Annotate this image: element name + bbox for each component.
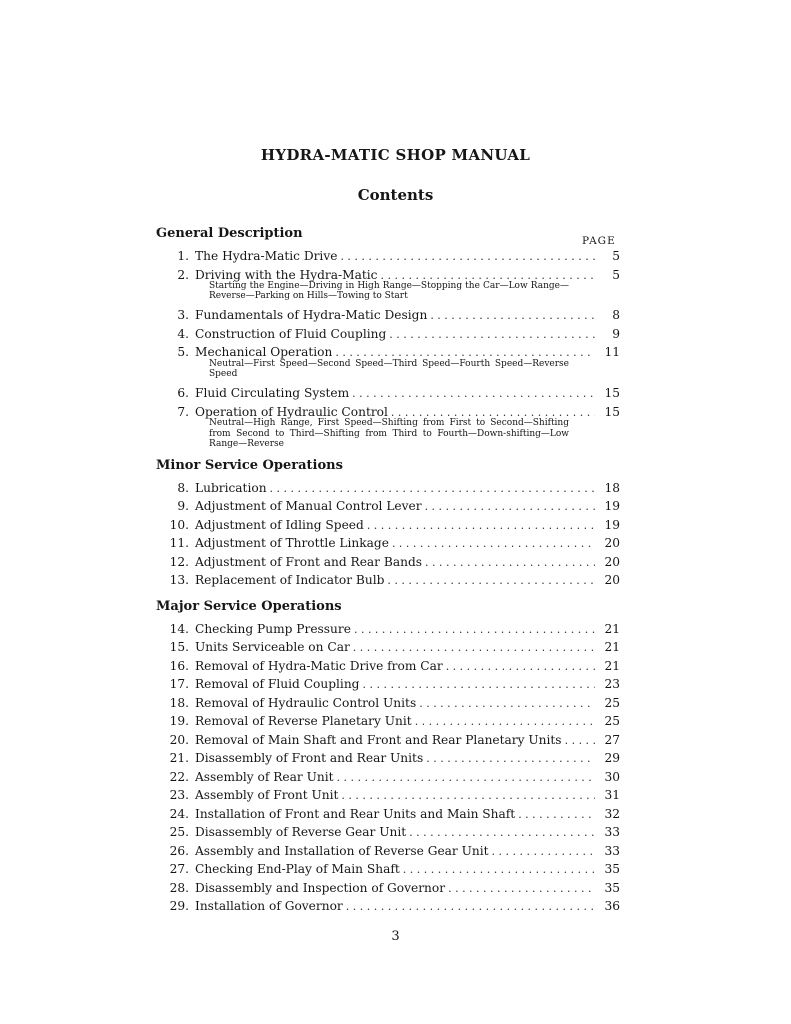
dot-leader [425, 554, 595, 573]
toc-entry [156, 675, 620, 694]
dot-leader [387, 572, 595, 591]
dot-leader [346, 898, 595, 917]
entry-title: Replacement of Indicator Bulb [195, 573, 385, 588]
toc-entry [156, 247, 620, 266]
entry-page: 19 [604, 517, 620, 532]
entry-page: 35 [604, 880, 620, 895]
dot-leader [518, 806, 595, 825]
table-of-contents [156, 225, 620, 916]
entry-page: 20 [604, 536, 620, 551]
toc-entry [156, 768, 620, 787]
dot-leader [492, 843, 595, 862]
entry-page: 19 [604, 499, 620, 514]
entry-number: 15. [169, 640, 189, 655]
toc-entry [156, 805, 620, 824]
dot-leader [341, 787, 595, 806]
entry-number: 29. [169, 899, 189, 914]
entry-number: 10. [169, 517, 189, 532]
entry-number: 26. [169, 843, 189, 858]
entry-number: 18. [169, 695, 189, 710]
toc-entry [156, 571, 620, 590]
dot-leader [367, 517, 595, 536]
entry-title: Removal of Hydraulic Control Units [195, 695, 417, 710]
entry-number: 25. [169, 825, 189, 840]
toc-entry [156, 306, 620, 325]
entry-number: 1. [177, 249, 189, 263]
toc-entry [156, 657, 620, 676]
entry-number: 21. [169, 751, 189, 766]
entry-page: 27 [604, 732, 620, 747]
entry-title: Removal of Fluid Coupling [195, 677, 360, 692]
entry-number: 20. [169, 732, 189, 747]
dot-leader [352, 385, 595, 404]
entry-number: 7. [177, 404, 189, 419]
dot-leader [419, 695, 595, 714]
entry-title: Removal of Hydra-Matic Drive from Car [195, 658, 443, 673]
entry-title: Units Serviceable on Car [195, 640, 350, 655]
entry-subtopics: Neutral—First Speed—Second Speed—Third Speed—Fourth Speed—Reverse Speed [209, 358, 569, 380]
page-column-label: PAGE [582, 235, 616, 247]
section-title: Major Service Operations [156, 598, 342, 614]
entry-title: Disassembly of Front and Rear Units [195, 751, 424, 766]
entry-page: 15 [604, 404, 620, 419]
entry-title: Adjustment of Front and Rear Bands [195, 554, 423, 569]
entry-page: 21 [604, 658, 620, 673]
toc-entry [156, 712, 620, 731]
toc-entry [156, 749, 620, 768]
toc-entry [156, 694, 620, 713]
toc-entry [156, 823, 620, 842]
entry-number: 4. [177, 326, 189, 341]
entry-page: 20 [604, 573, 620, 588]
entry-number: 5. [177, 345, 189, 360]
dot-leader [392, 535, 595, 554]
entry-subtopics: Neutral—High Range, First Speed—Shifting from First to Second—Shifting from Second to Third—Shifting from Third to Fourth—Down-shifting—Low Range—Reverse [209, 418, 569, 449]
entry-number: 24. [169, 806, 189, 821]
page-number: 3 [391, 929, 400, 944]
dot-leader [270, 480, 595, 499]
entry-page: 5 [612, 267, 620, 282]
entry-title: Fundamentals of Hydra-Matic Design [195, 308, 428, 323]
entry-number: 2. [177, 267, 189, 282]
entry-page: 35 [604, 862, 620, 877]
entry-title: Mechanical Operation [195, 345, 333, 360]
entry-page: 23 [604, 677, 620, 692]
entry-title: Fluid Circulating System [195, 386, 350, 401]
entry-number: 12. [169, 554, 189, 569]
entry-page: 25 [604, 695, 620, 710]
entry-title: Installation of Governor [195, 899, 343, 914]
entry-title: Construction of Fluid Coupling [195, 326, 387, 341]
entry-page: 29 [604, 751, 620, 766]
entry-page: 25 [604, 714, 620, 729]
entry-number: 27. [169, 862, 189, 877]
entry-number: 9. [177, 499, 189, 514]
entry-list [156, 243, 620, 449]
toc-entry [156, 325, 620, 344]
toc-entry [156, 638, 620, 657]
entry-title: Removal of Reverse Planetary Unit [195, 714, 412, 729]
entry-title: Assembly and Installation of Reverse Gear Unit [195, 843, 489, 858]
entry-title: Checking End-Play of Main Shaft [195, 862, 400, 877]
dot-leader [389, 326, 595, 345]
entry-number: 23. [169, 788, 189, 803]
toc-section [156, 457, 620, 590]
entry-page: 9 [612, 326, 620, 341]
dot-leader [446, 658, 595, 677]
toc-entry [156, 860, 620, 879]
entry-page: 33 [604, 843, 620, 858]
toc-entry [156, 553, 620, 572]
entry-page: 11 [604, 345, 620, 360]
toc-entry [156, 516, 620, 535]
toc-entry [156, 842, 620, 861]
dot-leader [565, 732, 595, 751]
entry-list [156, 475, 620, 590]
entry-number: 13. [169, 573, 189, 588]
contents-heading: Contents [357, 186, 434, 204]
entry-title: Disassembly and Inspection of Governor [195, 880, 446, 895]
entry-page: 32 [604, 806, 620, 821]
dot-leader [430, 307, 595, 326]
entry-title: Assembly of Front Unit [195, 788, 339, 803]
toc-section [156, 598, 620, 916]
entry-number: 11. [169, 536, 189, 551]
dot-leader [340, 248, 595, 267]
section-title: Minor Service Operations [156, 457, 343, 473]
toc-entry [156, 479, 620, 498]
entry-number: 3. [177, 308, 189, 323]
entry-number: 14. [169, 621, 189, 636]
entry-title: Installation of Front and Rear Units and Main Shaft [195, 806, 516, 821]
entry-title: The Hydra-Matic Drive [195, 249, 338, 263]
entry-title: Adjustment of Throttle Linkage [195, 536, 389, 551]
dot-leader [354, 621, 595, 640]
toc-entry [156, 620, 620, 639]
dot-leader [353, 639, 595, 658]
toc-entry [156, 384, 620, 403]
entry-title: Disassembly of Reverse Gear Unit [195, 825, 407, 840]
dot-leader [403, 861, 595, 880]
entry-page: 30 [604, 769, 620, 784]
entry-title: Adjustment of Idling Speed [195, 517, 364, 532]
dot-leader [415, 713, 595, 732]
toc-entry [156, 731, 620, 750]
entry-page: 33 [604, 825, 620, 840]
entry-page: 8 [612, 308, 620, 323]
entry-title: Operation of Hydraulic Control [195, 404, 388, 419]
entry-title: Removal of Main Shaft and Front and Rear Planetary Units [195, 732, 562, 747]
dot-leader [425, 498, 595, 517]
entry-page: 5 [612, 249, 620, 263]
entry-title: Assembly of Rear Unit [195, 769, 334, 784]
entry-page: 21 [604, 640, 620, 655]
entry-page: 15 [604, 386, 620, 401]
entry-number: 6. [177, 386, 189, 401]
entry-list [156, 616, 620, 916]
entry-title: Driving with the Hydra-Matic [195, 267, 378, 282]
toc-entry [156, 497, 620, 516]
entry-title: Checking Pump Pressure [195, 621, 351, 636]
entry-number: 22. [169, 769, 189, 784]
entry-number: 19. [169, 714, 189, 729]
entry-subtopics: Starting the Engine—Driving in High Range—Stopping the Car—Low Range—Reverse—Parking on Hills—Towing to Start [209, 281, 569, 302]
toc-entry [156, 786, 620, 805]
toc-entry [156, 534, 620, 553]
entry-page: 20 [604, 554, 620, 569]
entry-number: 16. [169, 658, 189, 673]
entry-number: 17. [169, 677, 189, 692]
dot-leader [448, 880, 595, 899]
section-title: General Description [156, 226, 303, 241]
entry-page: 36 [604, 899, 620, 914]
toc-entry [156, 897, 620, 916]
entry-title: Adjustment of Manual Control Lever [195, 499, 422, 514]
dot-leader [409, 824, 595, 843]
dot-leader [426, 750, 595, 769]
entry-number: 28. [169, 880, 189, 895]
entry-page: 21 [604, 621, 620, 636]
entry-number: 8. [177, 480, 189, 495]
dot-leader [337, 769, 595, 788]
toc-entry [156, 879, 620, 898]
entry-title: Lubrication [195, 480, 267, 495]
dot-leader [362, 676, 595, 695]
entry-page: 31 [604, 788, 620, 803]
toc-section [156, 225, 620, 449]
manual-title: HYDRA-MATIC SHOP MANUAL [260, 146, 531, 164]
entry-page: 18 [604, 480, 620, 495]
